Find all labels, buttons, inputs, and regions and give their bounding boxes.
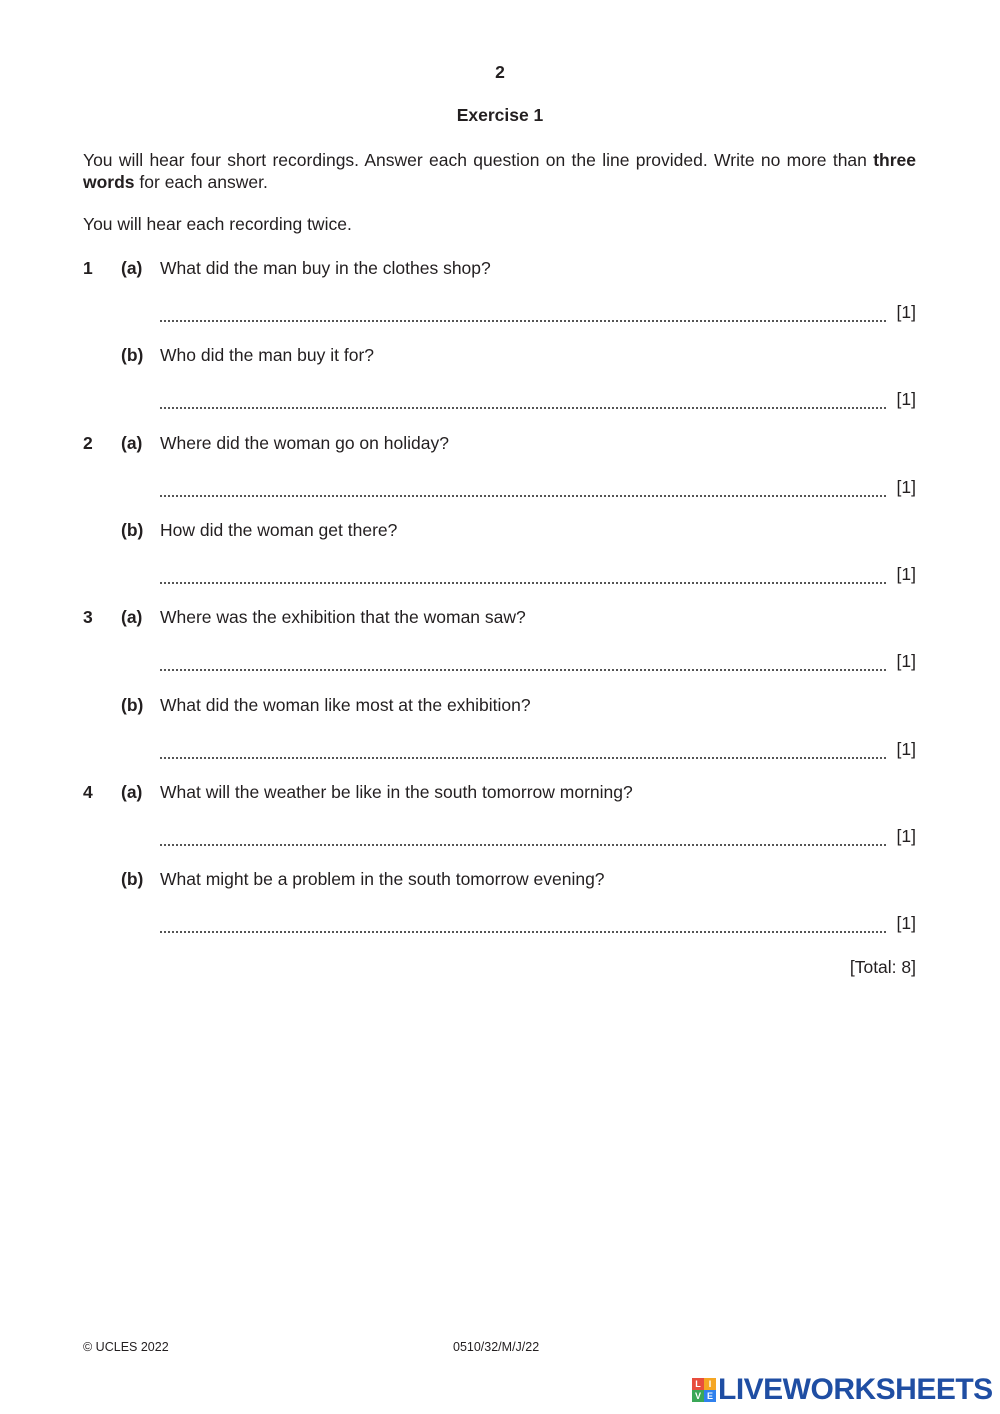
answer-row	[160, 826, 916, 850]
question-part: (b)	[121, 520, 144, 540]
mark-value: [1]	[896, 564, 916, 584]
question-row	[83, 433, 916, 455]
answer-row	[160, 389, 916, 413]
instructions	[83, 149, 916, 193]
question-number: 2	[83, 433, 93, 453]
logo-letter: E	[704, 1390, 716, 1402]
question-part: (b)	[121, 869, 144, 889]
footer-code: 0510/32/M/J/22	[453, 1340, 540, 1354]
question-text: What did the woman like most at the exhibition?	[160, 695, 531, 715]
instructions-bold: three words	[83, 150, 916, 192]
instructions-text-1: You will hear four short recordings. Answer each question on the line provided. Write no more than	[83, 150, 874, 170]
question-part: (a)	[121, 782, 143, 802]
question-row	[83, 782, 916, 804]
mark-value: [1]	[896, 389, 916, 409]
question-row	[83, 345, 916, 367]
answer-row	[160, 913, 916, 937]
question-row	[83, 520, 916, 542]
question-part: (a)	[121, 258, 143, 278]
exercise-title: Exercise 1	[456, 105, 544, 125]
question-part: (b)	[121, 695, 144, 715]
question-text: How did the woman get there?	[160, 520, 398, 540]
mark-value: [1]	[896, 302, 916, 322]
mark-value: [1]	[896, 651, 916, 671]
footer-copyright: © UCLES 2022	[83, 1340, 169, 1354]
mark-value: [1]	[896, 739, 916, 759]
answer-input[interactable]	[160, 739, 886, 759]
answer-row	[160, 477, 916, 501]
answer-input[interactable]	[160, 913, 886, 933]
mark-value: [1]	[896, 477, 916, 497]
question-text: Where was the exhibition that the woman saw?	[160, 607, 526, 627]
liveworksheets-icon	[692, 1378, 716, 1402]
liveworksheets-logo	[692, 1374, 993, 1406]
mark-value: [1]	[896, 826, 916, 846]
answer-row	[160, 564, 916, 588]
question-text: Who did the man buy it for?	[160, 345, 374, 365]
answer-input[interactable]	[160, 651, 886, 671]
question-number: 4	[83, 782, 93, 802]
question-text: What might be a problem in the south tomorrow evening?	[160, 869, 605, 889]
answer-row	[160, 651, 916, 675]
question-text: What did the man buy in the clothes shop?	[160, 258, 491, 278]
logo-letter: I	[704, 1378, 716, 1390]
answer-row	[160, 739, 916, 763]
answer-input[interactable]	[160, 564, 886, 584]
answer-input[interactable]	[160, 302, 886, 322]
question-part: (b)	[121, 345, 144, 365]
question-text: What will the weather be like in the south tomorrow morning?	[160, 782, 633, 802]
page-number: 2	[495, 62, 505, 82]
instructions-text-2: for each answer.	[134, 172, 268, 192]
question-part: (a)	[121, 433, 143, 453]
logo-letter: V	[692, 1390, 704, 1402]
mark-value: [1]	[896, 913, 916, 933]
question-part: (a)	[121, 607, 143, 627]
question-row	[83, 258, 916, 280]
question-number: 1	[83, 258, 93, 278]
total-marks: [Total: 8]	[849, 957, 916, 977]
answer-input[interactable]	[160, 477, 886, 497]
answer-input[interactable]	[160, 389, 886, 409]
logo-letter: L	[692, 1378, 704, 1390]
question-row	[83, 695, 916, 717]
question-row	[83, 607, 916, 629]
brand-text: LIVEWORKSHEETS	[718, 1373, 993, 1406]
answer-input[interactable]	[160, 826, 886, 846]
hear-twice-note: You will hear each recording twice.	[83, 214, 352, 234]
question-row	[83, 869, 916, 891]
question-number: 3	[83, 607, 93, 627]
answer-row	[160, 302, 916, 326]
question-text: Where did the woman go on holiday?	[160, 433, 449, 453]
